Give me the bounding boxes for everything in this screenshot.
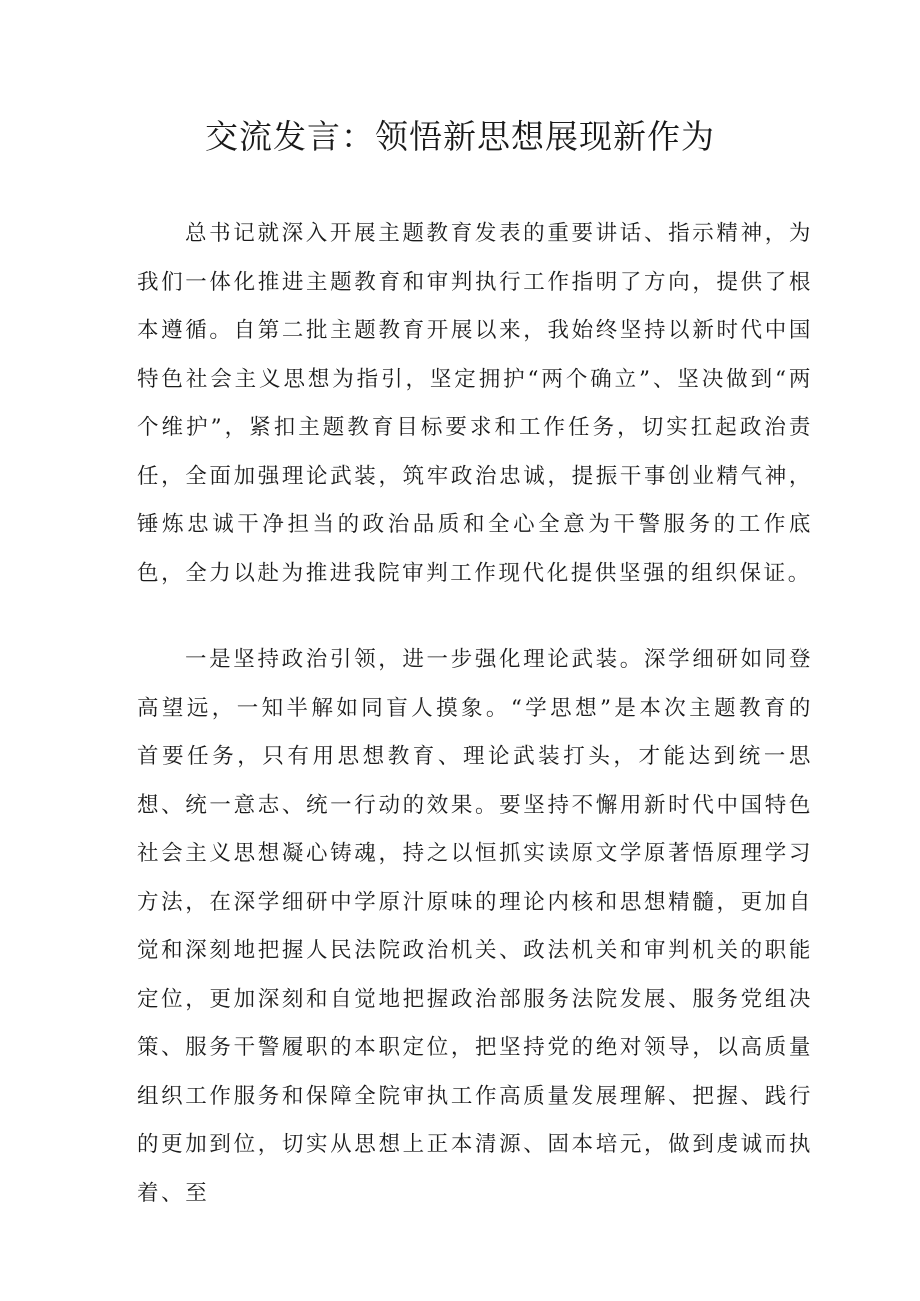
- paragraph-intro: 总书记就深入开展主题教育发表的重要讲话、指示精神，为我们一体化推进主题教育和审判执行工作指明了方向，提供了根本遵循。自第二批主题教育开展以来，我始终坚持以新时代中国特色社会主义思想为指引，坚定拥护“两个确立”、坚决做到“两个维护”，紧扣主题教育目标要求和工作任务，切实扛起政治责任，全面加强理论武装，筑牢政治忠诚，提振干事创业精气神，锤炼忠诚干净担当的政治品质和全心全意为干警服务的工作底色，全力以赴为推进我院审判工作现代化提供坚强的组织保证。: [137, 221, 813, 586]
- document-title: 交流发言：领悟新思想展现新作为: [205, 117, 715, 156]
- paragraph-political-leadership: 一是坚持政治引领，进一步强化理论武装。深学细研如同登高望远，一知半解如同盲人摸象。“学思想”是本次主题教育的首要任务，只有用思想教育、理论武装打头，才能达到统一思想、统一意志、统一行动的效果。要坚持不懈用新时代中国特色社会主义思想凝心铸魂，持之以恒抓实读原文学原著悟原理学习方法，在深学细研中学原汁原味的理论内核和思想精髓，更加自觉和深刻地把握人民法院政治机关、政法机关和审判机关的职能定位，更加深刻和自觉地把握政治部服务法院发展、服务党组决策、服务干警履职的本职定位，把坚持党的绝对领导，以高质量组织工作服务和保障全院审执工作高质量发展理解、把握、践行的更加到位，切实从思想上正本清源、固本培元，做到虔诚而执着、至: [137, 647, 813, 1206]
